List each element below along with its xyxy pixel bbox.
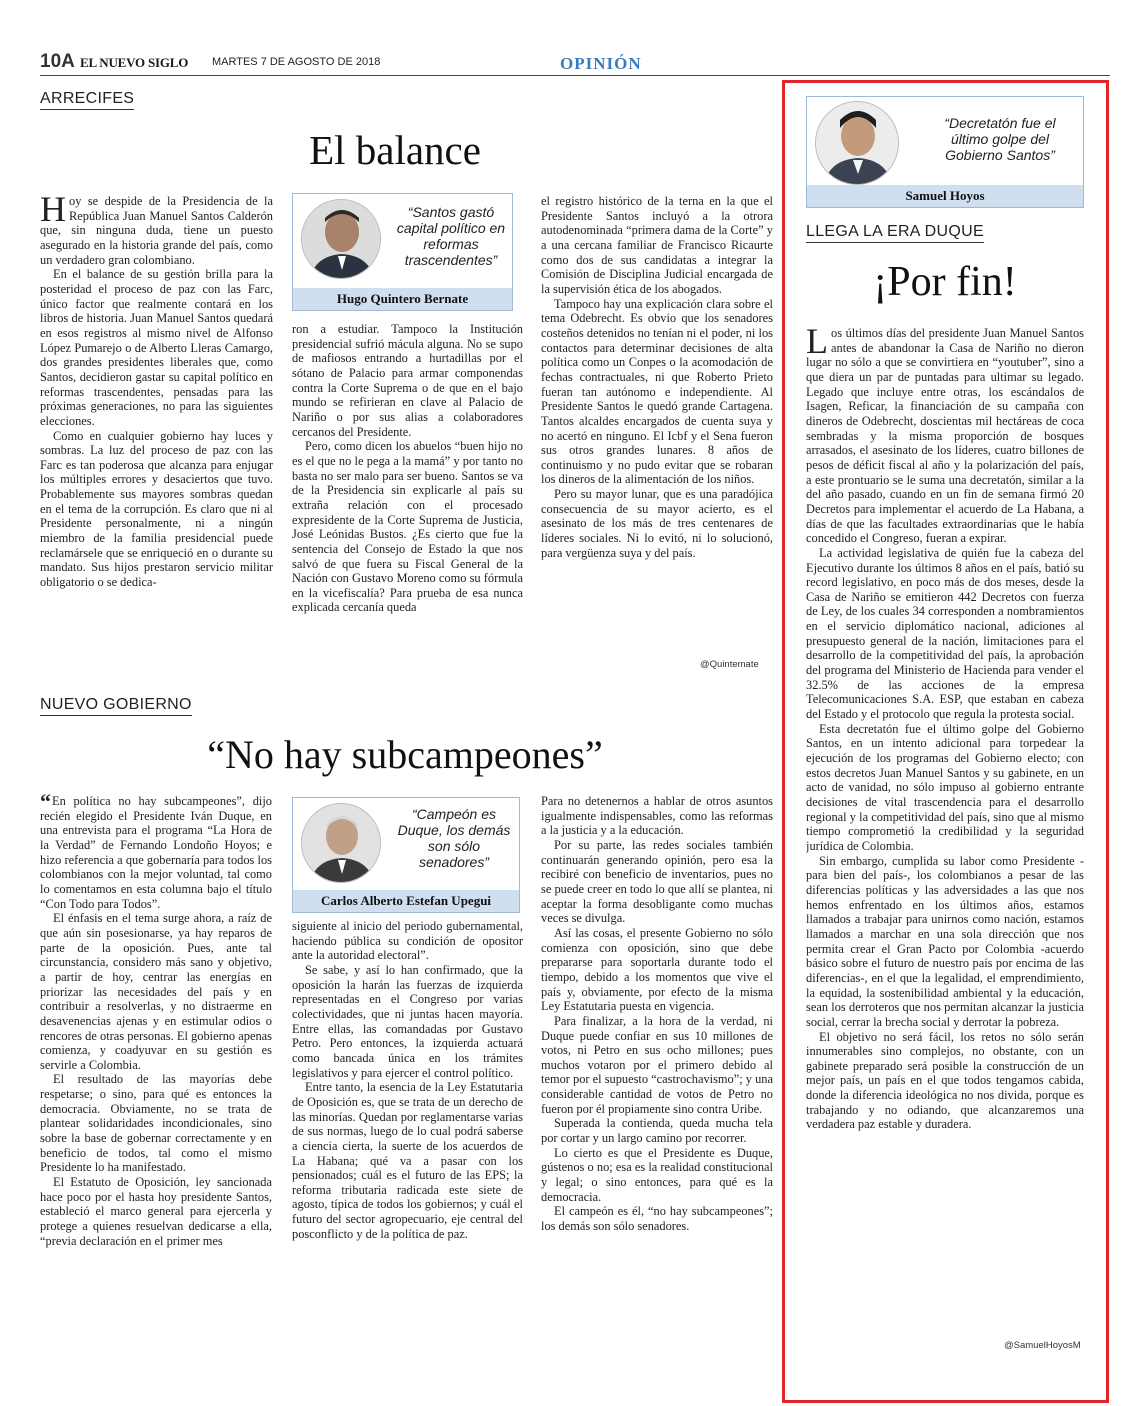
page-header: [40, 50, 1110, 76]
article3-kicker: LLEGA LA ERA DUQUE: [806, 223, 984, 243]
article1-title: El balance: [309, 127, 481, 173]
article1-kicker: ARRECIFES: [40, 90, 134, 110]
article3-paragraph: Esta decretatón fue el último golpe del Gobierno Santos, en un intento adicional para torpedear la ejecución de los programas del Gobierno electo; con estos decretos Juan Manuel Santos y su gabinete, en un acto de vanidad, no sólo impuso al gobierno entrante decisiones de vital trascendencia para el desarrollo regional y la competitividad del país, sino que al mismo tiempo comprometió la credibilidad y la seguridad jurídica de Colombia.: [806, 721, 1084, 853]
author-twitter-handle: @Quintemate: [700, 659, 759, 670]
article2-paragraph: El Estatuto de Oposición, ley sancionada hace poco por el hasta hoy presidente Santos, estableció el marco general para ejercerla y protege a quienes resuelvan dedicarse a ella, “previa declaración en el primer mes: [40, 1175, 272, 1248]
article1-paragraph: el registro histórico de la terna en la que el Presidente Santos incluyó a la otrora autodenominada “primera dama de la Corte” y a una cercana familiar de Francisco Ricaurte como dos de sus candidatas a integrar la Comisión de Disciplina Judicial encargada de la supervisión ética de los abogados.: [541, 194, 773, 296]
article1-paragraph: Pero su mayor lunar, que es una paradójica consecuencia de su mayor acierto, es el asesinato de los más de tres centenares de líderes sociales. Ni lo evitó, ni lo solucionó, para vergüenza suya y del país.: [541, 487, 773, 560]
article1-column-3: [541, 194, 773, 654]
article2-paragraph: En política no hay subcampeones”, dijo recién elegido el Presidente Iván Duque, en una entrevista para el programa “La Hora de la Verdad” de Fernando Londoño Hoyos; e hizo referencia a que gobernaría para todos los colombianos con la mejor voluntad, tal como lo comentamos en esta columna bajo el título “Con Todo para Todos”.: [40, 794, 272, 911]
article2-paragraph: Para finalizar, a la hora de la verdad, ni Duque puede confiar en sus 10 millones de votos, ni Petro en sus ocho millones; pues muchos votaron por el primero debido al temor por el supuesto “castrochavismo”; y una considerable cantidad de votos de Petro no fueron por él propiamente sino contra Uribe.: [541, 1013, 773, 1116]
pull-quote: “Decretatón fue el último golpe del Gobierno Santos”: [944, 115, 1056, 163]
issue-date: MARTES 7 DE AGOSTO DE 2018: [212, 56, 381, 68]
author-portrait: [301, 803, 381, 883]
article3-paragraph: El objetivo no será fácil, los retos no sólo serán innumerables sino complejos, no obstante, con un gabinete preparado será posible la construcción de un mejor país, un país en el que todos tengamos cabida, donde la diferencia ideológica no nos divida, porque es trabajando y no odiando, que alcanzaremos una verdadera paz estable y duradera.: [806, 1029, 1084, 1132]
article2-paragraph: Lo cierto es que el Presidente es Duque, gústenos o no; esa es la realidad constitucional y legal; o sino entonces, para qué es la democracia.: [541, 1145, 773, 1204]
pull-quote: “Santos gastó capital político en reformas trascendentes”: [396, 204, 506, 268]
newspaper-name: EL NUEVO SIGLO: [80, 55, 189, 70]
article1-paragraph: Pero, como dicen los abuelos “buen hijo no es el que no le pega a la mamá” y por tanto no basta no ser malo para ser bueno. Santos se va de la Presidencia sin explicarle al país su extraña relación con el procesado expresidente de la Corte Suprema de Justicia, José Leónidas Bustos. ¿Es cierto que fue la sentencia del Consejo de Estado la que nos salvó de que fuera su Fiscal General de la Nación con Gustavo Moreno como su fórmula en la vicefiscalía? Para prueba de esa nunca explicada cercanía queda: [292, 439, 523, 615]
article2-column-3: [541, 794, 773, 1356]
person-silhouette-icon: [302, 804, 381, 883]
author-box-quintero: [292, 193, 513, 311]
article1-column-1: Hoy se despide de la Presidencia de la República Juan Manuel Santos Calderón que, sin ninguna duda, tiene un puesto asegurado en la historia grande del país, como un verdadero gran colombiano. En el balance de su gestión brilla para la posteridad el proceso de paz con las Farc, único factor que realmente contará en los libros de historia. Juan Manuel Santos quedará en esos registros al mismo nivel de Alfonso López Pumarejo o de Alberto Lleras Camargo, dos grandes presidentes liberales que, como Santos, decidieron gastar su capital político en reformas trascendentes, pensadas para las próximas generaciones, no para las siguientes elecciones. Como en cualquier gobierno hay luces y sombras. La luz del proceso de paz con las Farc es tan poderosa que alcanza para enjugar los múltiples errores y desaciertos que tuvo. Probablemente sus mayores sombras quedan en el tema de la corrupción. Es claro que ni al Presidente personalmente, ni a ningún miembro de la familia presidencial puede reclamársele que se enriqueció en o durante su mandato. Sus hijos prestaron servicio militar obligatorio o se dedica-: [40, 194, 273, 590]
article3-paragraph: Sin embargo, cumplida su labor como Presidente -para bien del país-, los colombianos a pesar de las diferencias políticas y las adversidades a las que nos hemos enfrentado en los últimos años, estamos llamados a trabajar para unirnos como nación, estamos llamados a marchar en una sola dirección que nos permita crear el Gran Pacto por Colombia -acuerdo básico sobre el futuro de nuestro país por encima de las diferencias-, en el que la legalidad, el emprendimiento, la equidad, la sostenibilidad ambiental y la educación, sean los derroteros que nos permitan alcanzar la justicia social, cerrar la brecha social y derrotar la pobreza.: [806, 853, 1084, 1029]
article1-paragraph: ron a estudiar. Tampoco la Institución presidencial sufrió mácula alguna. No se supo de mafiosos entrando a hurtadillas por el sótano de Palacio para armar componendas contra la Corte Suprema o de que en el bajo mundo se refirieran en clave al Palacio de Nariño o por sus alias a colaboradores cercanos del Presidente.: [292, 322, 523, 439]
person-silhouette-icon: [816, 102, 899, 185]
person-silhouette-icon: [302, 200, 381, 279]
article2-paragraph: El resultado de las mayorías debe respetarse; o sino, para qué es entonces la democracia. Obviamente, no se trata de plantear solidaridades incondicionales, sino sobre la base de gobernar correctamente y en beneficio de todos, tal como el mismo Presidente lo ha manifestado.: [40, 1072, 272, 1175]
article1-paragraph: Tampoco hay una explicación clara sobre el tema Odebrecht. Es obvio que los senadores costeños detenidos no tenían ni el poder, ni los contactos para determinar decisiones de alta política como un Conpes o la acomodación de fechas contractuales, ni que Roberto Prieto fueran tan autónomo e independiente. Al Presidente Santos le quedó grande Cartagena. Tantos alcaldes encargados de cuenta suya y no acertó en ninguno. El Icbf y el Sena fueron sus otros grandes lunares. 8 años de continuismo y no pudo evitar que se robaran los dineros de la alimentación de los niños.: [541, 296, 773, 487]
article2-paragraph: Entre tanto, la esencia de la Ley Estatutaria de Oposición es, que se trata de un derecho de las minorías. Quedan por reglamentarse varias de sus normas, luego de lo cual podrá saberse a ciencia cierta, la suerte de los acuerdos de La Habana; qué va a pasar con los pensionados; cuál es el futuro de las EPS; la reforma tributaria radicada este siete de agosto, típica de todos los gobiernos; y cuál el futuro del sector agropecuario, eje central del posconflicto y de la política de paz.: [292, 1080, 523, 1241]
author-name: Carlos Alberto Estefan Upegui: [293, 890, 519, 912]
article2-column-1: “En política no hay subcampeones”, dijo recién elegido el Presidente Iván Duque, en una entrevista para el programa “La Hora de la Verdad” de Fernando Londoño Hoyos; e hizo referencia a que gobernaría para todos los colombianos con la mejor voluntad, tal como lo comentamos en esta columna bajo el título “Con Todo para Todos”. El énfasis en el tema surge ahora, a raíz de que aún sin posesionarse, ya hay reparos de parte de la oposición. Pues, ante tal circunstancia, considero más sano y objetivo, a partir de hoy, centrar las energías en priorizar las necesidades del país y en contribuir a resolverlas, y no distraerme en desavenencias ajenas y en estimular odios o rencores de otras personas. El gobierno apenas comienza, y coadyuvar en su gestión es servirle a Colombia. El resultado de las mayorías debe respetarse; o sino, para qué es entonces la democracia. Obviamente, no se trata de plantear solidaridades incondicionales, sino sobre la base de gobernar correctamente y en beneficio de todos, tal como el mismo Presidente lo ha manifestado. El Estatuto de Oposición, ley sancionada hace poco por el hasta hoy presidente Santos, estableció el marco general para ejercerla y protege a quienes resuelvan dedicarse a ella, “previa declaración en el primer mes: [40, 794, 272, 1248]
article2-paragraph: Superada la contienda, queda mucha tela por cortar y un largo camino por recorrer.: [541, 1116, 773, 1146]
article1-column-2: [292, 322, 523, 682]
article2-paragraph: Para no detenernos a hablar de otros asuntos igualmente indispensables, como las reformas a la justicia y a la educación.: [541, 794, 773, 838]
author-portrait: [301, 199, 381, 279]
article2-paragraph: El énfasis en el tema surge ahora, a raíz de que aún sin posesionarse, ya hay reparos de parte de la oposición. Pues, ante tal circunstancia, considero más sano y objetivo, a partir de hoy, centrar las energías en priorizar las necesidades del país y en contribuir a resolverlas, y no distraerme en desavenencias ajenas y en estimular odios o rencores de otras personas. El gobierno apenas comienza, y coadyuvar en su gestión es servirle a Colombia.: [40, 911, 272, 1072]
article2-kicker: NUEVO GOBIERNO: [40, 696, 192, 716]
author-portrait: [815, 101, 899, 185]
article2-paragraph: El campeón es él, “no hay subcampeones”; los demás son sólo senadores.: [541, 1204, 773, 1234]
author-box-hoyos: [806, 96, 1084, 208]
article3-body: Los últimos días del presidente Juan Manuel Santos antes de abandonar la Casa de Nariño no dieron lugar no sólo a que se convirtiera en “youtuber”, sino a que diera un par de puntadas para ultimar su legado. Legado que incluye entre otras, los escándalos de Isagen, Reficar, la financiación de su campaña con dineros de Odebrecht, doscientas mil hectáreas de coca sembradas y la misma proporción de bosques arrasados, el asesinato de los líderes, cuatro billones de pesos de déficit fiscal al año y la polarización del país, a este prontuario se le suma una decretatón, similar a la del año pasado, cuando en un fin de semana firmó 20 Decretos para implementar el acuerdo de La Habana, a días de que las facultades extraordinarias que le había concedido el Congreso, fueran a expirar. La actividad legislativa de quién fue la cabeza del Ejecutivo durante los últimos 8 años en el país, batió su record legislativo, en poco más de dos meses, desde la Casa de Nariño se emitieron 442 Decretos con fuerza de Ley, de los cuales 34 corresponden a nombramientos en el servicio diplomático nacional, adiciones al presupuesto general de la nación, limitaciones para el desarrollo de la competitividad del país, la aprobación del programa del Ministerio de Hacienda para vender el 32.5% de las acciones de la empresa Telecomunicaciones S.A. ESP, que estaban en cabeza del Estado y el protocolo que regula la protesta social. Esta decretatón fue el último golpe del Gobierno Santos, en un intento adicional para torpedear la ejecución de los programas del Gobierno electo; con estos decretos Juan Manuel Santos y su gabinete, en un acto de vanidad, no sólo impuso al gobierno entrante decisiones de vital trascendencia para el desarrollo regional y la competitividad del país, sino que al mismo tiempo comprometió la credibilidad y la seguridad jurídica de Colombia. Sin embargo, cumplida su labor como Presidente -para bien del país-, los colombianos a pesar de las diferencias políticas y las adversidades a las que nos hemos enfrentado en los últimos años, estamos llamados a trabajar para unirnos como nación, estamos llamados a marchar en una sola dirección que nos permita crear el Gran Pacto por Colombia -acuerdo básico sobre el futuro de nuestro país por encima de las diferencias-, en el que la legalidad, el emprendimiento, la equidad, la sostenibilidad ambiental y la educación, sean los derroteros que nos permitan alcanzar la justicia social, cerrar la brecha social y derrotar la pobreza. El objetivo no será fácil, los retos no sólo serán innumerables sino complejos, no obstante, con un gabinete preparado será posible la construcción de un mejor país, un país en el que todos tengamos cabida, donde la diferencia ideológica no nos divida, porque es trabajando y no odiando, que alcanzaremos una verdadera paz estable y duradera.: [806, 326, 1084, 1132]
author-name: Samuel Hoyos: [807, 185, 1083, 207]
article3-paragraph: os últimos días del presidente Juan Manuel Santos antes de abandonar la Casa de Nariño no dieron lugar no sólo a que se convirtiera en “youtuber”, sino a que diera un par de puntadas para ultimar su legado. Legado que incluye entre otras, los escándalos de Isagen, Reficar, la financiación de su campaña con dineros de Odebrecht, doscientas mil hectáreas de coca sembradas y la misma proporción de bosques arrasados, el asesinato de los líderes, cuatro billones de pesos de déficit fiscal al año y la polarización del país, a este prontuario se le suma una decretatón, similar a la del año pasado, cuando en un fin de semana firmó 20 Decretos para implementar el acuerdo de La Habana, a días de que las facultades extraordinarias que le había concedido el Congreso, fueran a expirar.: [806, 326, 1084, 546]
article2-title: “No hay subcampeones”: [207, 732, 603, 777]
article2-paragraph: Por su parte, las redes sociales también continuarán generando opinión, pero esa la recibiré con beneficio de inventarios, pues no se puede creer en todo lo que allí se plantea, ni aceptar la forma desobligante como muchas veces se divulga.: [541, 837, 773, 926]
article2-paragraph: siguiente al inicio del periodo gubernamental, haciendo pública su condición de opositor ante la autoridad electoral”.: [292, 919, 523, 963]
article2-column-2: [292, 919, 523, 1354]
article3-title: ¡Por fin!: [873, 259, 1017, 305]
author-box-estefan: [292, 797, 520, 913]
page-number: 10A: [40, 51, 75, 72]
article2-paragraph: Así las cosas, el presente Gobierno no sólo comienza con oposición, sino que debe prepararse para soportarla durante todo el tiempo, debido a los momentos que vive el país y, obviamente, por efecto de la misma Ley Estatutaria puesta en vigencia.: [541, 925, 773, 1014]
article1-paragraph: oy se despide de la Presidencia de la República Juan Manuel Santos Calderón que, sin ninguna duda, tiene un puesto asegurado en la historia grande del país, como un verdadero gran colombiano.: [40, 194, 273, 267]
article1-paragraph: Como en cualquier gobierno hay luces y sombras. La luz del proceso de paz con las Farc es tan poderosa que alcanza para enjugar los múltiples errores y desaciertos que tuvo. Probablemente sus mayores sombras quedan en el tema de la corrupción. Es claro que ni al Presidente personalmente, ni a ningún miembro de la familia presidencial puede reclamársele que se enriqueció en o durante su mandato. Sus hijos prestaron servicio militar obligatorio o se dedica-: [40, 428, 273, 590]
pull-quote: “Campeón es Duque, los demás son sólo senadores”: [397, 806, 511, 870]
section-title: OPINIÓN: [560, 54, 642, 73]
article2-paragraph: Se sabe, y así lo han confirmado, que la oposición la harán las fuerzas de izquierda representadas en el Congreso por varias colectividades, que ni juntas hacen mayoría. Entre ellas, las comandadas por Gustavo Petro. Pero entonces, la izquierda actuará como bancada única en los trámites legislativos y para ejercer el control político.: [292, 962, 523, 1080]
article3-paragraph: La actividad legislativa de quién fue la cabeza del Ejecutivo durante los últimos 8 años en el país, batió su record legislativo, en poco más de dos meses, desde la Casa de Nariño se emitieron 442 Decretos con fuerza de Ley, de los cuales 34 corresponden a nombramientos en el servicio diplomático nacional, adiciones al presupuesto general de la nación, limitaciones para el desarrollo de la competitividad del país, la aprobación del programa del Ministerio de Hacienda para vender el 32.5% de las acciones de la empresa Telecomunicaciones S.A. ESP, que estaban en cabeza del Estado y el protocolo que regula la protesta social.: [806, 545, 1084, 722]
article1-paragraph: En el balance de su gestión brilla para la posteridad el proceso de paz con las Farc, único factor que realmente contará en los libros de historia. Juan Manuel Santos quedará en esos registros al mismo nivel de Alfonso López Pumarejo o de Alberto Lleras Camargo, dos grandes presidentes liberales que, como Santos, decidieron gastar su capital político en reformas trascendentes, pensadas para las próximas generaciones, no para las siguientes elecciones.: [40, 267, 273, 428]
author-twitter-handle: @SamuelHoyosM: [1004, 1340, 1081, 1351]
author-name: Hugo Quintero Bernate: [293, 288, 512, 310]
